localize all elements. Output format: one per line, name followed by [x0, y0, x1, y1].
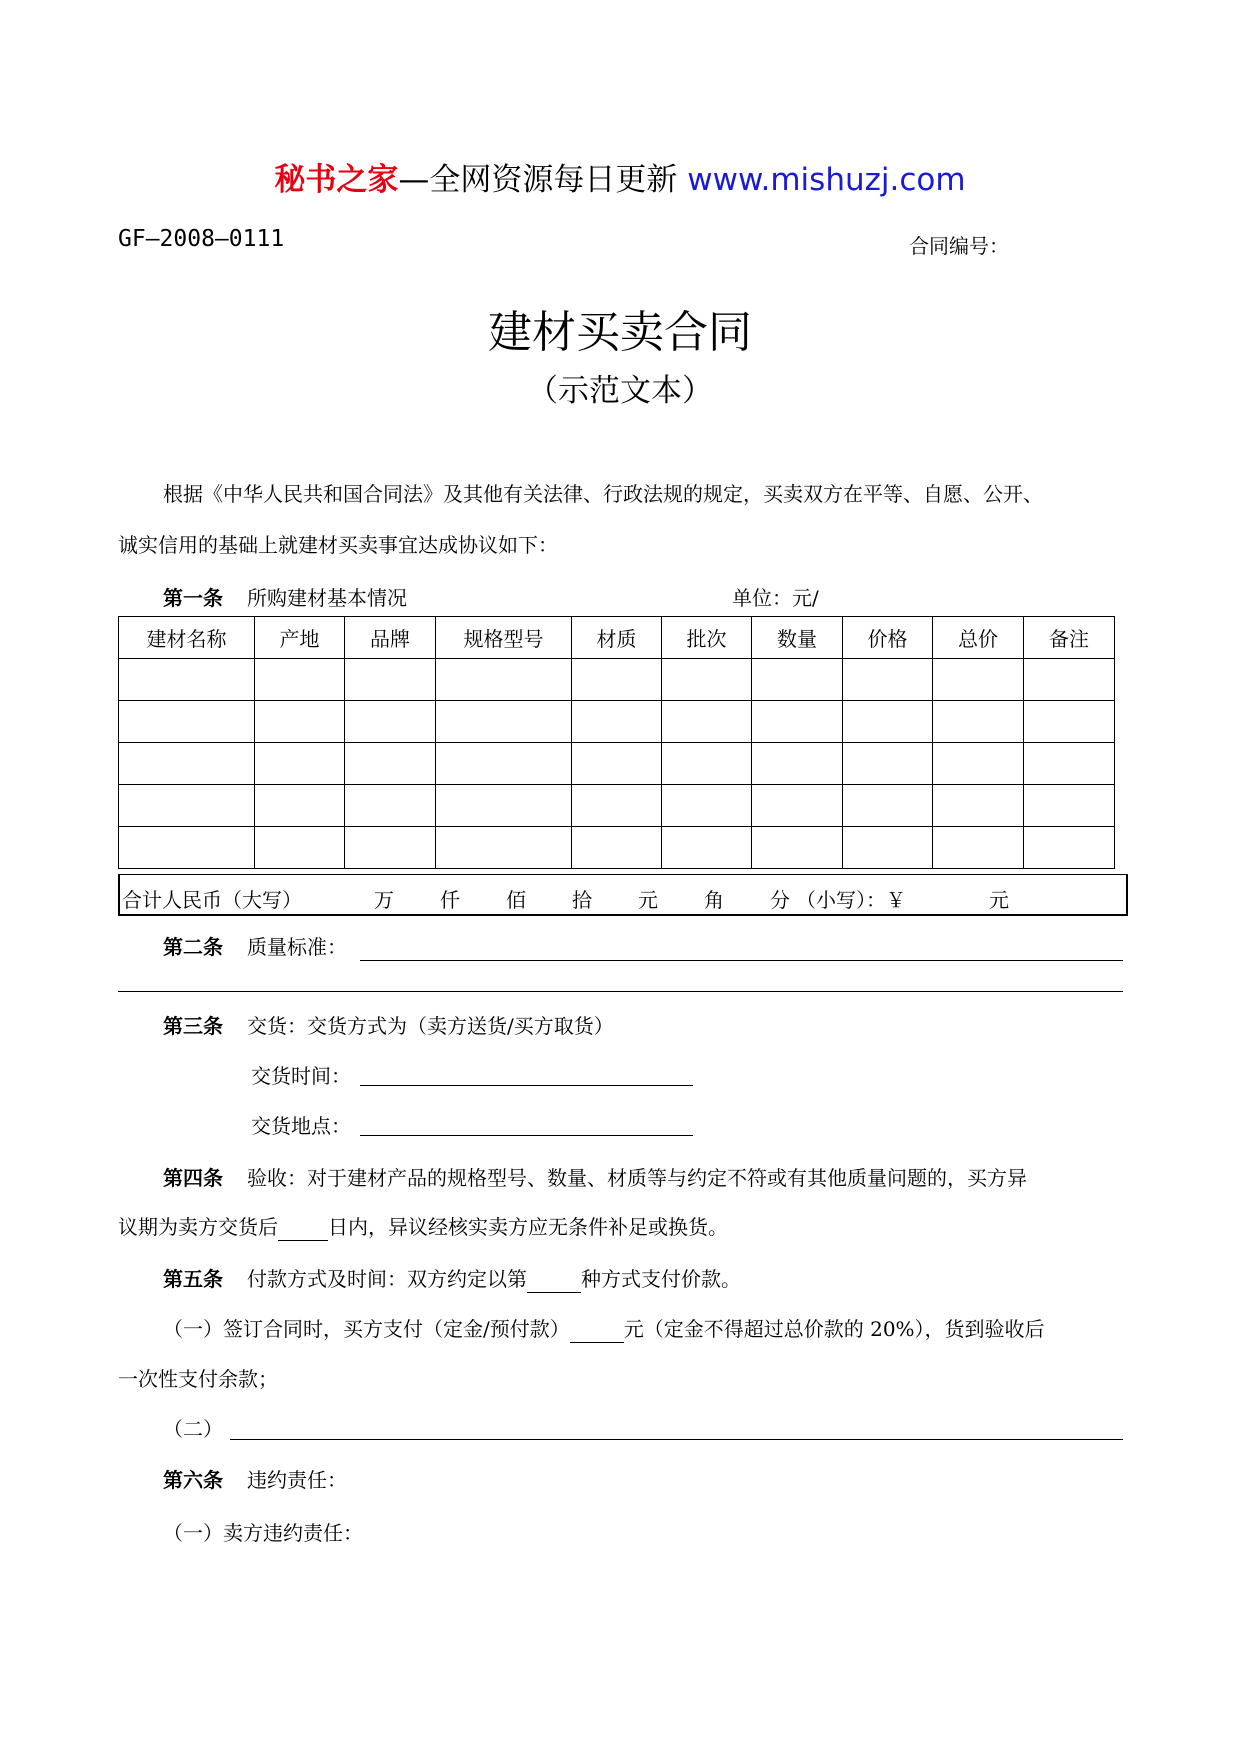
table-cell[interactable]	[1024, 701, 1115, 743]
table-cell[interactable]	[345, 701, 436, 743]
table-cell[interactable]	[436, 743, 572, 785]
materials-table	[118, 616, 1115, 869]
table-cell[interactable]	[933, 701, 1024, 743]
article-6	[163, 1466, 347, 1494]
article-4-label: 第四条	[163, 1166, 223, 1190]
article-5-text-b: 种方式支付价款。	[581, 1267, 741, 1291]
header-cell: 产地	[255, 617, 345, 659]
table-cell[interactable]	[933, 659, 1024, 701]
table-cell[interactable]	[255, 785, 345, 827]
table-header-row	[119, 617, 1115, 659]
table-cell[interactable]	[436, 701, 572, 743]
table-cell[interactable]	[843, 785, 933, 827]
quality-standard-blank[interactable]	[360, 960, 1123, 961]
article-5-item-1a: （一）签订合同时，买方支付（定金/预付款）	[163, 1317, 570, 1341]
table-row	[119, 743, 1115, 785]
article-3	[163, 1012, 614, 1040]
table-cell[interactable]	[662, 743, 752, 785]
table-row	[119, 827, 1115, 869]
table-cell[interactable]	[662, 827, 752, 869]
article-5-item-1b: 元（定金不得超过总价款的 20%），货到验收后	[623, 1317, 1045, 1341]
delivery-place-label: 交货地点：	[251, 1114, 351, 1138]
total-small-label: （小写）：￥	[796, 888, 906, 912]
delivery-time-label: 交货时间：	[251, 1064, 351, 1088]
article-1-label: 第一条	[163, 586, 223, 610]
table-cell[interactable]	[345, 659, 436, 701]
total-unit-bai: 佰	[506, 888, 526, 912]
table-cell[interactable]	[752, 827, 843, 869]
table-cell[interactable]	[255, 659, 345, 701]
table-cell[interactable]	[572, 743, 662, 785]
table-cell[interactable]	[572, 659, 662, 701]
header-cell: 建材名称	[119, 617, 255, 659]
payment-method-blank[interactable]	[527, 1270, 581, 1293]
total-unit-fen: 分	[770, 888, 790, 912]
table-cell[interactable]	[933, 785, 1024, 827]
table-cell[interactable]	[436, 785, 572, 827]
article-3-label: 第三条	[163, 1014, 223, 1038]
article-4-line-2b: 日内，异议经核实卖方应无条件补足或换货。	[328, 1215, 728, 1239]
table-cell[interactable]	[436, 827, 572, 869]
article-2	[163, 933, 347, 961]
delivery-time-blank[interactable]	[360, 1085, 693, 1086]
total-unit-jiao: 角	[704, 888, 724, 912]
table-cell[interactable]	[1024, 743, 1115, 785]
table-cell[interactable]	[119, 743, 255, 785]
table-cell[interactable]	[843, 659, 933, 701]
table-cell[interactable]	[572, 701, 662, 743]
header-cell: 数量	[752, 617, 843, 659]
contract-number-label: 合同编号：	[909, 234, 1009, 258]
table-cell[interactable]	[345, 743, 436, 785]
table-cell[interactable]	[662, 659, 752, 701]
table-cell[interactable]	[1024, 827, 1115, 869]
article-5-label: 第五条	[163, 1267, 223, 1291]
article-4	[163, 1164, 1027, 1192]
table-cell[interactable]	[255, 827, 345, 869]
total-unit-qian: 仟	[440, 888, 460, 912]
article-1	[163, 584, 407, 612]
site-banner	[0, 158, 1240, 202]
table-cell[interactable]	[843, 701, 933, 743]
article-5-text-a: 付款方式及时间：双方约定以第	[247, 1267, 527, 1291]
table-cell[interactable]	[572, 827, 662, 869]
table-cell[interactable]	[119, 659, 255, 701]
article-4-line-2	[118, 1213, 728, 1241]
banner-url-link[interactable]: www.mishuzj.com	[687, 162, 966, 198]
article-5-item-1	[163, 1315, 1045, 1343]
header-cell: 规格型号	[436, 617, 572, 659]
header-cell: 批次	[662, 617, 752, 659]
header-cell: 备注	[1024, 617, 1115, 659]
table-cell[interactable]	[662, 701, 752, 743]
banner-slogan: —全网资源每日更新	[398, 162, 688, 198]
table-cell[interactable]	[1024, 785, 1115, 827]
article-2-label: 第二条	[163, 935, 223, 959]
table-cell[interactable]	[255, 701, 345, 743]
total-small-unit: 元	[989, 888, 1009, 912]
article-2-text: 质量标准：	[247, 935, 347, 959]
article-3-text: 交货：交货方式为（卖方送货/买方取货）	[247, 1014, 614, 1038]
table-cell[interactable]	[436, 659, 572, 701]
article-4-line-2a: 议期为卖方交货后	[118, 1215, 278, 1239]
article-6-label: 第六条	[163, 1468, 223, 1492]
table-cell[interactable]	[119, 785, 255, 827]
table-cell[interactable]	[933, 827, 1024, 869]
total-unit-shi: 拾	[572, 888, 592, 912]
article-1-text: 所购建材基本情况	[247, 586, 407, 610]
delivery-place-blank[interactable]	[360, 1135, 693, 1136]
article-6-text: 违约责任：	[247, 1468, 347, 1492]
article-4-line-1: 验收：对于建材产品的规格型号、数量、材质等与约定不符或有其他质量问题的，买方异	[247, 1166, 1027, 1190]
intro-line-1: 根据《中华人民共和国合同法》及其他有关法律、行政法规的规定，买卖双方在平等、自愿、公开、	[163, 482, 1043, 506]
header-cell: 品牌	[345, 617, 436, 659]
table-row	[119, 659, 1115, 701]
objection-days-blank[interactable]	[278, 1218, 328, 1241]
document-subtitle: （示范文本）	[527, 373, 713, 409]
table-row	[119, 785, 1115, 827]
document-title: 建材买卖合同	[488, 307, 752, 358]
payment-option-2-blank[interactable]	[230, 1439, 1123, 1440]
document-code: GF—2008—0111	[118, 226, 285, 252]
header-cell: 总价	[933, 617, 1024, 659]
table-cell[interactable]	[662, 785, 752, 827]
article-5-item-2: （二）	[163, 1417, 223, 1441]
table-cell[interactable]	[255, 743, 345, 785]
table-cell[interactable]	[752, 785, 843, 827]
total-label: 合计人民币（大写）	[122, 888, 302, 912]
total-unit-yuan: 元	[638, 888, 658, 912]
table-cell[interactable]	[345, 785, 436, 827]
table-cell[interactable]	[843, 827, 933, 869]
article-5	[163, 1265, 741, 1293]
table-cell[interactable]	[752, 659, 843, 701]
table-cell[interactable]	[1024, 659, 1115, 701]
article-5-item-1c: 一次性支付余款；	[118, 1367, 278, 1391]
header-cell: 价格	[843, 617, 933, 659]
article-6-item-1: （一）卖方违约责任：	[163, 1521, 363, 1545]
table-cell[interactable]	[119, 701, 255, 743]
deposit-amount-blank[interactable]	[570, 1320, 624, 1343]
table-cell[interactable]	[119, 827, 255, 869]
total-unit-wan: 万	[374, 888, 394, 912]
total-row	[118, 874, 1128, 916]
quality-standard-blank-2[interactable]	[118, 991, 1123, 992]
unit-label: 单位：元/	[732, 586, 819, 610]
banner-brand: 秘书之家	[274, 162, 399, 198]
table-cell[interactable]	[572, 785, 662, 827]
header-cell: 材质	[572, 617, 662, 659]
table-cell[interactable]	[843, 743, 933, 785]
table-cell[interactable]	[752, 701, 843, 743]
table-cell[interactable]	[933, 743, 1024, 785]
table-row	[119, 701, 1115, 743]
table-cell[interactable]	[345, 827, 436, 869]
table-cell[interactable]	[752, 743, 843, 785]
intro-line-2: 诚实信用的基础上就建材买卖事宜达成协议如下：	[118, 533, 558, 557]
